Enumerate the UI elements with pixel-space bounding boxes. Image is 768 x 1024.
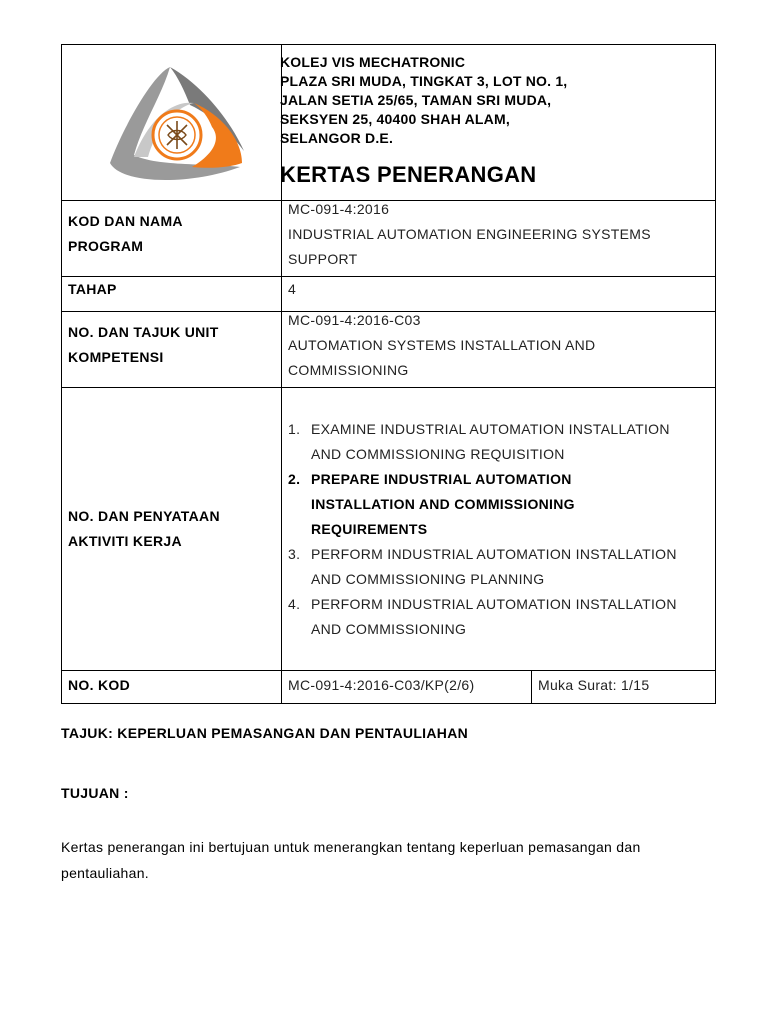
document-title: KERTAS PENERANGAN bbox=[280, 162, 537, 187]
label-line: NO. DAN TAJUK UNIT bbox=[68, 324, 219, 340]
college-logo bbox=[62, 45, 282, 195]
paragraph-line: Kertas penerangan ini bertujuan untuk menerangkan tentang keperluan pemasangan dan bbox=[61, 839, 641, 855]
activity-list bbox=[282, 417, 715, 642]
activity-value-cell bbox=[282, 388, 716, 671]
page-number-cell bbox=[532, 671, 716, 704]
label-line: KOMPETENSI bbox=[68, 349, 164, 365]
activity-item: 2. PREPARE INDUSTRIAL AUTOMATION INSTALLATION AND COMMISSIONING REQUIREMENTS bbox=[288, 470, 575, 537]
kod-value: MC-091-4:2016-C03/KP(2/6) bbox=[288, 677, 475, 693]
program-code: MC-091-4:2016 bbox=[288, 201, 390, 217]
label-line: AKTIVITI KERJA bbox=[68, 533, 182, 549]
program-name-line: SUPPORT bbox=[288, 251, 358, 267]
address-line: PLAZA SRI MUDA, TINGKAT 3, LOT NO. 1, bbox=[280, 73, 568, 89]
kod-label-cell bbox=[62, 671, 282, 704]
activity-item: 1. EXAMINE INDUSTRIAL AUTOMATION INSTALLATION AND COMMISSIONING REQUISITION bbox=[288, 420, 670, 462]
topic-heading: TAJUK: KEPERLUAN PEMASANGAN DAN PENTAULIAHAN bbox=[61, 725, 469, 741]
unit-code: MC-091-4:2016-C03 bbox=[288, 312, 421, 328]
label-line: KOD DAN NAMA bbox=[68, 213, 183, 229]
address-line: SEKSYEN 25, 40400 SHAH ALAM, bbox=[280, 111, 510, 127]
activity-item: 4. PERFORM INDUSTRIAL AUTOMATION INSTALLATION AND COMMISSIONING bbox=[288, 595, 677, 637]
header-text-cell bbox=[282, 45, 716, 201]
tahap-label: TAHAP bbox=[68, 281, 117, 297]
address-line: KOLEJ VIS MECHATRONIC bbox=[280, 54, 466, 70]
label-line: NO. DAN PENYATAAN bbox=[68, 508, 220, 524]
program-label-cell bbox=[62, 201, 282, 277]
tahap-label-cell bbox=[62, 277, 282, 312]
address-line: SELANGOR D.E. bbox=[280, 130, 394, 146]
unit-title-line: AUTOMATION SYSTEMS INSTALLATION AND bbox=[288, 337, 596, 353]
tahap-value: 4 bbox=[288, 281, 297, 297]
college-address bbox=[280, 45, 715, 148]
unit-title-line: COMMISSIONING bbox=[288, 362, 409, 378]
address-line: JALAN SETIA 25/65, TAMAN SRI MUDA, bbox=[280, 92, 552, 108]
info-table bbox=[61, 44, 716, 704]
objective-heading: TUJUAN : bbox=[61, 785, 129, 801]
objective-paragraph bbox=[61, 834, 721, 886]
tahap-value-cell bbox=[282, 277, 716, 312]
activity-item: 3. PERFORM INDUSTRIAL AUTOMATION INSTALLATION AND COMMISSIONING PLANNING bbox=[288, 545, 677, 587]
page-number: Muka Surat: 1/15 bbox=[538, 677, 650, 693]
label-line: PROGRAM bbox=[68, 238, 144, 254]
logo-cell bbox=[62, 45, 282, 201]
program-name-line: INDUSTRIAL AUTOMATION ENGINEERING SYSTEMS bbox=[288, 226, 651, 242]
unit-value-cell bbox=[282, 312, 716, 388]
kod-value-cell bbox=[282, 671, 532, 704]
kod-label: NO. KOD bbox=[68, 677, 130, 693]
paragraph-line: pentauliahan. bbox=[61, 865, 149, 881]
program-value-cell bbox=[282, 201, 716, 277]
unit-label-cell bbox=[62, 312, 282, 388]
activity-label-cell bbox=[62, 388, 282, 671]
